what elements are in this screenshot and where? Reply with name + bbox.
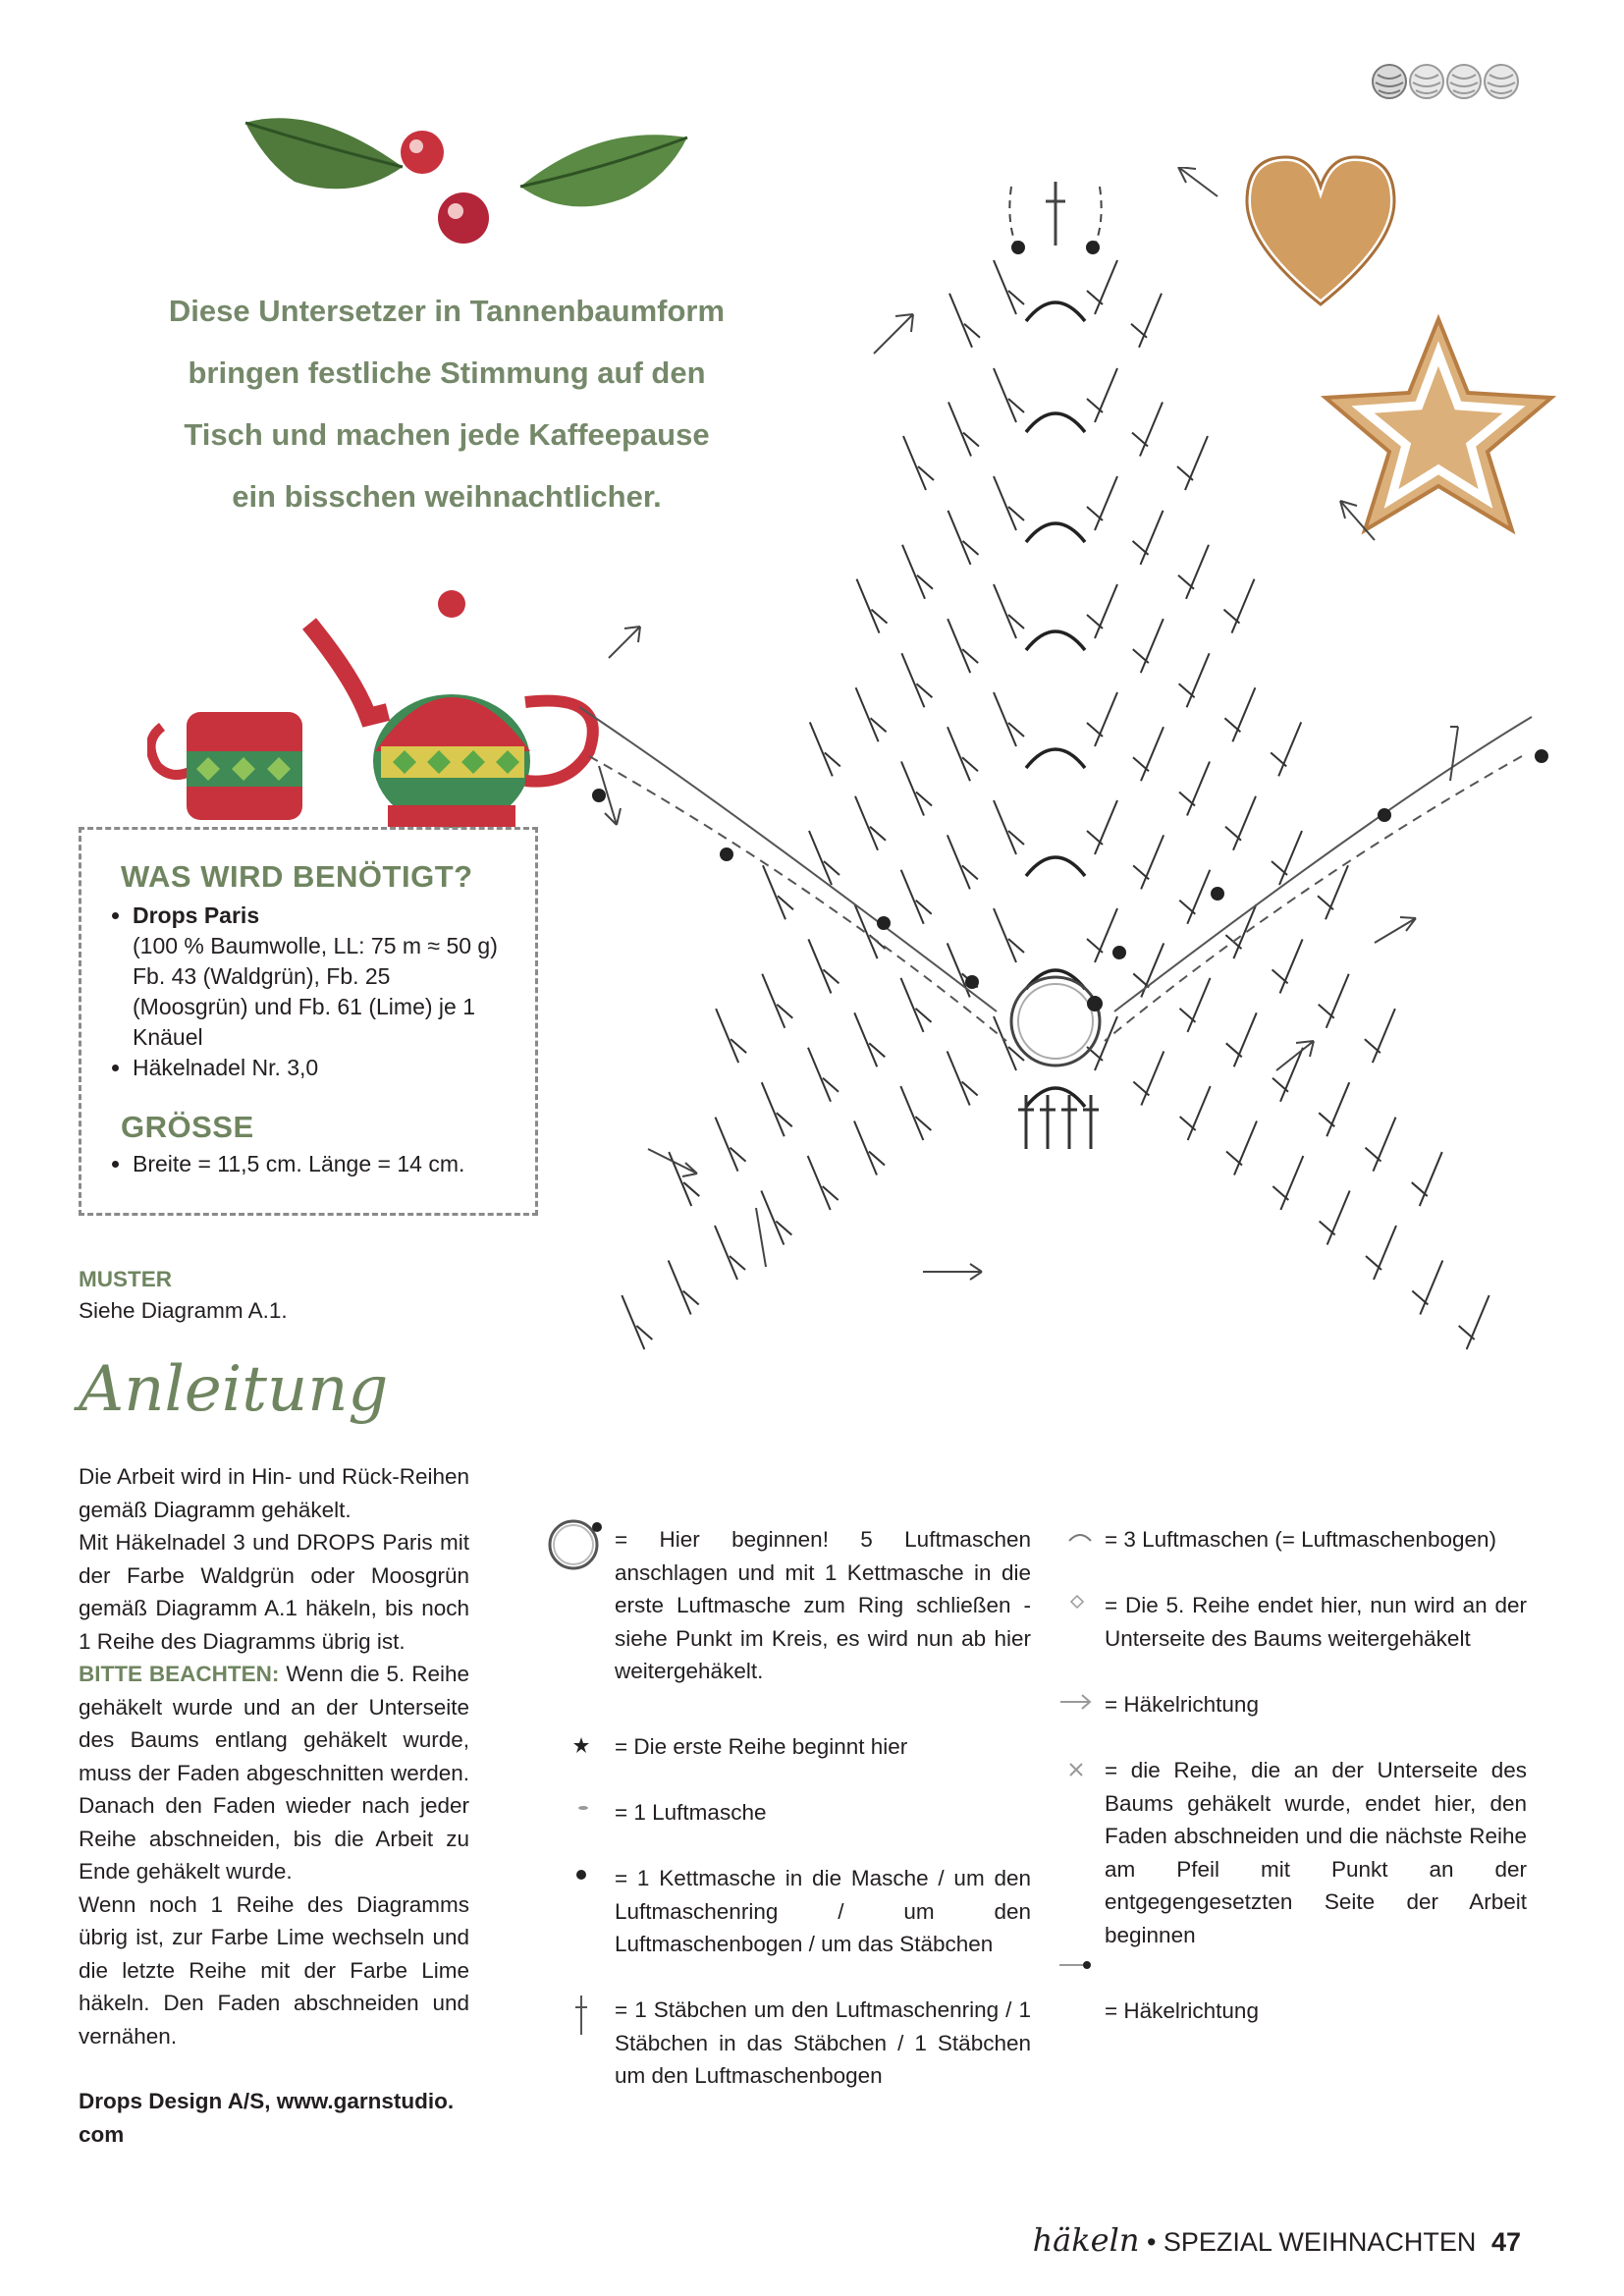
diagram-stitch-crossbar xyxy=(1412,1291,1428,1305)
intro-line: bringen festliche Stimmung auf den xyxy=(188,355,706,390)
diagram-stitch xyxy=(1280,1048,1303,1102)
diagram-stitch-crossbar xyxy=(1224,610,1240,624)
diagram-direction-arrow xyxy=(1178,167,1218,196)
diagram-stitch-crossbar xyxy=(1366,1256,1381,1270)
diagram-stitch xyxy=(948,511,971,565)
diagram-stitch xyxy=(1326,1082,1349,1136)
diagram-stitch xyxy=(855,796,878,850)
diagram-stitch xyxy=(1420,1152,1442,1206)
legend-dc-text: = 1 Stäbchen um den Luftmaschenring / 1 Stäbchen in das Stäbchen / 1 Stäbchen um den Luftmaschenbogen xyxy=(615,1997,1031,2088)
diagram-stitch xyxy=(1185,436,1208,490)
diagram-stitch-crossbar xyxy=(1226,1152,1242,1166)
diagram-stitch-crossbar xyxy=(1272,1078,1288,1092)
diagram-trunk-stitch xyxy=(1018,1095,1034,1149)
diagram-stitch-crossbar xyxy=(1272,969,1288,983)
materials-box xyxy=(79,827,538,1216)
pattern-text: Siehe Diagramm A.1. xyxy=(79,1298,288,1323)
diagram-stitch-crossbar xyxy=(1177,466,1193,480)
legend-arch-text: = 3 Luftmaschen (= Luftmaschenbogen) xyxy=(1105,1527,1497,1552)
diagram-stitch xyxy=(901,978,924,1032)
diagram-stitch xyxy=(1187,762,1210,816)
diagram-stitch xyxy=(1279,831,1302,885)
diagram-stitch xyxy=(1141,727,1164,781)
diagram-stitch xyxy=(901,653,924,707)
diagram-slip-stitch xyxy=(877,916,891,930)
diagram-direction-arrow xyxy=(756,1208,766,1267)
diagram-ring-slip-stitch xyxy=(1087,996,1103,1011)
diagram-stitch xyxy=(762,1082,785,1136)
diagram-stitch-crossbar xyxy=(1319,1005,1334,1018)
legend-chain-text: = 1 Luftmasche xyxy=(615,1800,767,1825)
diagram-stitch xyxy=(900,1086,923,1140)
diagram-stitch xyxy=(1373,1009,1395,1063)
diagram-stitch xyxy=(854,1012,877,1066)
diagram-slip-stitch xyxy=(1535,749,1548,763)
diagram-stitch xyxy=(808,939,831,993)
diagram-slip-stitch xyxy=(965,975,979,989)
diagram-stitch xyxy=(1467,1295,1489,1349)
diagram-chain-arch xyxy=(1026,970,1085,989)
diagram-stitch-crossbar xyxy=(1272,1186,1288,1200)
material-item: • Häkelnadel Nr. 3,0 xyxy=(133,1053,504,1083)
diagram-stitch xyxy=(1280,1156,1303,1210)
diagram-slip-stitch xyxy=(1086,241,1100,254)
footer-section: • SPEZIAL WEIHNACHTEN xyxy=(1146,2227,1477,2257)
diagram-stitch-crossbar xyxy=(1178,575,1194,589)
diagram-stitch xyxy=(808,1048,831,1102)
diagram-stitch-crossbar xyxy=(1412,1182,1428,1196)
materials-list xyxy=(81,901,504,1083)
diagram-stitch xyxy=(902,545,925,599)
diagram-stitch xyxy=(1188,978,1211,1032)
material-item xyxy=(133,901,504,1053)
diagram-stitch-crossbar xyxy=(1459,1326,1475,1339)
diagram-stitch xyxy=(994,692,1016,746)
diagram-stitch xyxy=(716,1118,738,1172)
diagram-stitch xyxy=(1374,1118,1396,1172)
diagram-stitch xyxy=(857,579,880,633)
diagram-stitch xyxy=(1374,1226,1396,1280)
yarn-ball-icon xyxy=(1485,65,1518,98)
diagram-stitch xyxy=(994,908,1016,962)
diagram-stitch xyxy=(1188,1086,1211,1140)
diagram-slip-stitch xyxy=(1112,946,1126,959)
diagram-stitch-crossbar xyxy=(1087,723,1103,737)
diagram-stitch-crossbar xyxy=(1087,831,1103,845)
diagram-slip-stitch xyxy=(592,789,606,802)
diagram-stitch-crossbar xyxy=(1180,1117,1196,1130)
legend-cut-text: = die Reihe, die an der Unterseite des Baums gehäkelt wurde, endet hier, den Faden abschneiden und die nächste Reihe am Pfeil mit Punkt an der entgegengesetzten Seite der Arbeit beginnen xyxy=(1105,1758,1527,1947)
diagram-stitch-crossbar xyxy=(1179,901,1195,914)
diagram-stitch xyxy=(1187,653,1210,707)
diagram-start-ring xyxy=(1011,977,1100,1066)
slip-stitch-icon xyxy=(573,1867,589,1883)
diagram-stitch xyxy=(1280,939,1303,993)
diagram-stitch-crossbar xyxy=(1365,1039,1380,1053)
diagram-stitch xyxy=(901,762,924,816)
instructions-paragraph: Mit Häkelnadel 3 und DROPS Paris mit der Farbe Waldgrün oder Moosgrün gemäß Diagramm A.1 häkeln, bis noch 1 Reihe des Diagramms übrig ist. xyxy=(79,1530,469,1654)
instructions-paragraph: Wenn noch 1 Reihe des Diagramms übrig ist, zur Farbe Lime wechseln und die letzte Reihe mit der Farbe Lime häkeln. Den Faden abschneiden und vernähen. xyxy=(79,1891,469,2049)
diagram-stitch-crossbar xyxy=(1225,827,1241,841)
diagram-stitch-crossbar xyxy=(1132,433,1148,447)
diagram-stitch xyxy=(1278,722,1301,776)
diagram-stitch-crossbar xyxy=(1087,399,1103,412)
diagram-stitch-crossbar xyxy=(1131,324,1147,338)
legend-slip-text: = 1 Kettmasche in die Masche / um den Luftmaschenring / um den Luftmaschenbogen / um das Stäbchen xyxy=(615,1866,1031,1956)
double-crochet-icon xyxy=(571,1994,591,2037)
diagram-stitch-crossbar xyxy=(1319,1113,1334,1126)
diagram-stitch xyxy=(1141,619,1164,673)
diagram-stitch-crossbar xyxy=(1133,649,1149,663)
arrow-dot-icon xyxy=(1057,1957,1093,1973)
diagram-stitch-crossbar xyxy=(1180,1009,1196,1022)
diagram-stitch xyxy=(810,722,833,776)
crochet-diagram xyxy=(569,167,1581,1473)
diagram-stitch xyxy=(669,1261,691,1315)
materials-title: WAS WIRD BENÖTIGT? xyxy=(121,859,473,894)
diagram-trunk-stitch xyxy=(1061,1095,1077,1149)
legend-start-text: = Hier beginnen! 5 Luftmaschen anschlagen und mit 1 Kettmasche in die erste Luftmasche zum Ring schließen - siehe Punkt im Kreis, es wird nun ab hier weitergehäkelt. xyxy=(615,1527,1031,1683)
diagram-stitch xyxy=(1186,545,1209,599)
diagram-stitch xyxy=(949,294,972,348)
diagram-stitch-crossbar xyxy=(1224,718,1240,732)
diagram-start-ring-inner xyxy=(1018,984,1093,1059)
diagram-chain-arch xyxy=(1026,749,1085,768)
diagram-stitch xyxy=(1232,687,1255,741)
diagram-stitch-crossbar xyxy=(1133,757,1149,771)
diagram-stitch-crossbar xyxy=(1087,291,1103,304)
diagram-stitch xyxy=(994,584,1016,638)
diagram-stitch xyxy=(622,1295,644,1349)
size-list xyxy=(81,1149,523,1179)
diagram-stitch xyxy=(1327,1191,1350,1245)
size-item: • Breite = 11,5 cm. Länge = 14 cm. xyxy=(133,1149,523,1179)
diagram-stitch xyxy=(1095,260,1117,314)
diagram-chain-arch xyxy=(1026,1088,1085,1107)
diagram-stitch xyxy=(715,1226,737,1280)
diagram-stitch xyxy=(1141,1052,1164,1106)
diagram-stitch xyxy=(1141,511,1164,565)
diagram-stitch-crossbar xyxy=(1179,793,1195,806)
instructions-note xyxy=(79,1658,469,1888)
diagram-stitch-crossbar xyxy=(1320,1222,1335,1235)
diagram-stitch-crossbar xyxy=(1318,896,1333,909)
diagram-chain-arch xyxy=(1026,413,1085,432)
diagram-stitch xyxy=(1326,974,1349,1028)
diagram-stitch xyxy=(1095,368,1117,422)
diagram-stitch xyxy=(994,476,1016,530)
diagram-stitch-crossbar xyxy=(1133,1082,1149,1096)
diagram-stitch xyxy=(903,436,926,490)
diagram-chain-arch xyxy=(1026,302,1085,321)
diagram-direction-arrow xyxy=(1340,501,1375,540)
instructions-paragraph: Die Arbeit wird in Hin- und Rück-Reihen gemäß Diagramm gehäkelt. xyxy=(79,1464,469,1522)
diagram-stitch-crossbar xyxy=(1226,1043,1242,1057)
yarn-ball-icon xyxy=(1410,65,1443,98)
diagram-direction-arrow xyxy=(1375,917,1416,943)
diagram-stitch-crossbar xyxy=(1271,752,1286,766)
footer-brand: häkeln xyxy=(1032,2221,1140,2259)
diagram-trunk-stitch xyxy=(1083,1095,1099,1149)
diagram-stitch xyxy=(1140,403,1163,457)
chain-stitch-icon xyxy=(575,1803,591,1813)
diagram-stitch xyxy=(1095,692,1117,746)
intro-line: Tisch und machen jede Kaffeepause xyxy=(184,417,710,452)
diagram-stitch-crossbar xyxy=(1133,973,1149,987)
intro-line: ein bisschen weihnachtlicher. xyxy=(232,479,662,514)
diagram-stitch xyxy=(947,619,970,673)
page-footer xyxy=(1033,2221,1521,2259)
diagram-stitch-crossbar xyxy=(1087,939,1103,953)
cut-cross-icon xyxy=(1067,1761,1085,1778)
diagram-stitch xyxy=(1234,1121,1257,1175)
teapot-cup-illustration xyxy=(147,584,619,830)
difficulty-rating xyxy=(1370,61,1527,102)
diagram-stitch xyxy=(762,974,785,1028)
diagram-stitch xyxy=(1095,476,1117,530)
credit: Drops Design A/S, www.garnstudio. com xyxy=(79,2089,455,2147)
diagram-stitch xyxy=(1233,796,1256,850)
diagram-stitch xyxy=(1095,584,1117,638)
diagram-base-chain xyxy=(589,756,1006,1041)
diagram-stitch xyxy=(761,1191,784,1245)
diagram-stitch xyxy=(994,800,1016,854)
row-end-diamond-icon xyxy=(1069,1594,1085,1610)
material-details: (100 % Baumwolle, LL: 75 m ≈ 50 g) Fb. 43 (Waldgrün), Fb. 25 (Moosgrün) und Fb. 61 (Lime) je 1 Knäuel xyxy=(133,933,498,1050)
diagram-stitch xyxy=(809,831,832,885)
diagram-chain-arch xyxy=(1026,631,1085,650)
diagram-slip-stitch xyxy=(1378,808,1391,822)
diagram-stitch xyxy=(948,403,971,457)
diagram-base-chain xyxy=(1105,756,1522,1041)
yarn-ball-icon xyxy=(1373,65,1406,98)
diagram-stitch xyxy=(994,260,1016,314)
size-title: GRÖSSE xyxy=(121,1110,254,1144)
diagram-stitch xyxy=(1234,1012,1257,1066)
diagram-stitch-crossbar xyxy=(1133,865,1149,879)
diagram-stitch-crossbar xyxy=(1366,1148,1381,1162)
diagram-stitch xyxy=(1095,800,1117,854)
diagram-direction-arrow xyxy=(609,627,640,658)
ring-start-icon xyxy=(546,1515,605,1574)
diagram-trunk-stitch xyxy=(1040,1095,1056,1149)
note-text: Wenn die 5. Reihe gehäkelt wurde und an der Unterseite des Baums entlang gehäkelt wurde, muss der Faden abgeschnitten werden. Danach den Faden wieder nach jeder Reihe abschneiden, bis die Arbeit zu Ende gehäkelt wurde. xyxy=(79,1662,469,1884)
diagram-direction-arrow xyxy=(923,1264,982,1280)
diagram-chain-arch xyxy=(1026,523,1085,542)
diagram-direction-arrow xyxy=(1450,727,1458,781)
diagram-stitch xyxy=(1139,294,1162,348)
diagram-stitch xyxy=(716,1009,738,1063)
diagram-stitch xyxy=(1141,835,1164,889)
page-number: 47 xyxy=(1490,2227,1521,2257)
diagram-stitch xyxy=(1232,579,1255,633)
diagram-slip-stitch xyxy=(1211,887,1224,901)
diagram-stitch-crossbar xyxy=(1087,615,1103,629)
diagram-stitch xyxy=(947,727,970,781)
arrow-right-icon xyxy=(1058,1692,1094,1712)
diagram-stitch-crossbar xyxy=(1133,541,1149,555)
diagram-chain-arch xyxy=(1026,857,1085,876)
diagram-stitch xyxy=(994,368,1016,422)
legend-row5-text: = Die 5. Reihe endet hier, nun wird an der Unterseite des Baums weitergehäkelt xyxy=(1105,1593,1527,1651)
legend-direction2-text: = Häkelrichtung xyxy=(1105,1998,1259,2023)
legend-first-row-text: = Die erste Reihe beginnt hier xyxy=(615,1734,908,1759)
material-name: Drops Paris xyxy=(133,902,260,928)
diagram-base-line xyxy=(1114,717,1532,1011)
diagram-stitch xyxy=(947,1052,970,1106)
diagram-top-stitch xyxy=(1046,182,1065,246)
diagram-slip-stitch xyxy=(1011,241,1025,254)
pattern-title: MUSTER xyxy=(79,1267,172,1291)
instructions-text xyxy=(79,1460,469,2151)
first-row-star-icon xyxy=(571,1735,591,1755)
diagram-stitch xyxy=(1420,1261,1442,1315)
note-label: BITTE BEACHTEN: xyxy=(79,1662,280,1686)
diagram-base-line xyxy=(579,707,997,1011)
diagram-stitch xyxy=(947,835,970,889)
diagram-stitch xyxy=(901,870,924,924)
legend-direction-text: = Häkelrichtung xyxy=(1105,1692,1259,1717)
diagram-stitch xyxy=(1326,865,1348,919)
instructions-title: Anleitung xyxy=(79,1353,389,1426)
intro-line: Diese Untersetzer in Tannenbaumform xyxy=(168,294,726,328)
diagram-stitch xyxy=(763,865,785,919)
yarn-ball-icon xyxy=(1447,65,1481,98)
diagram-stitch xyxy=(854,1121,877,1175)
diagram-stitch-crossbar xyxy=(1179,683,1195,697)
diagram-slip-stitch xyxy=(720,847,733,861)
diagram-stitch xyxy=(1187,870,1210,924)
diagram-stitch xyxy=(856,687,879,741)
diagram-stitch-crossbar xyxy=(1087,507,1103,520)
diagram-stitch-crossbar xyxy=(1272,861,1287,875)
diagram-direction-arrow xyxy=(874,314,913,354)
diagram-stitch xyxy=(808,1156,831,1210)
chain-arch-icon xyxy=(1065,1529,1095,1543)
